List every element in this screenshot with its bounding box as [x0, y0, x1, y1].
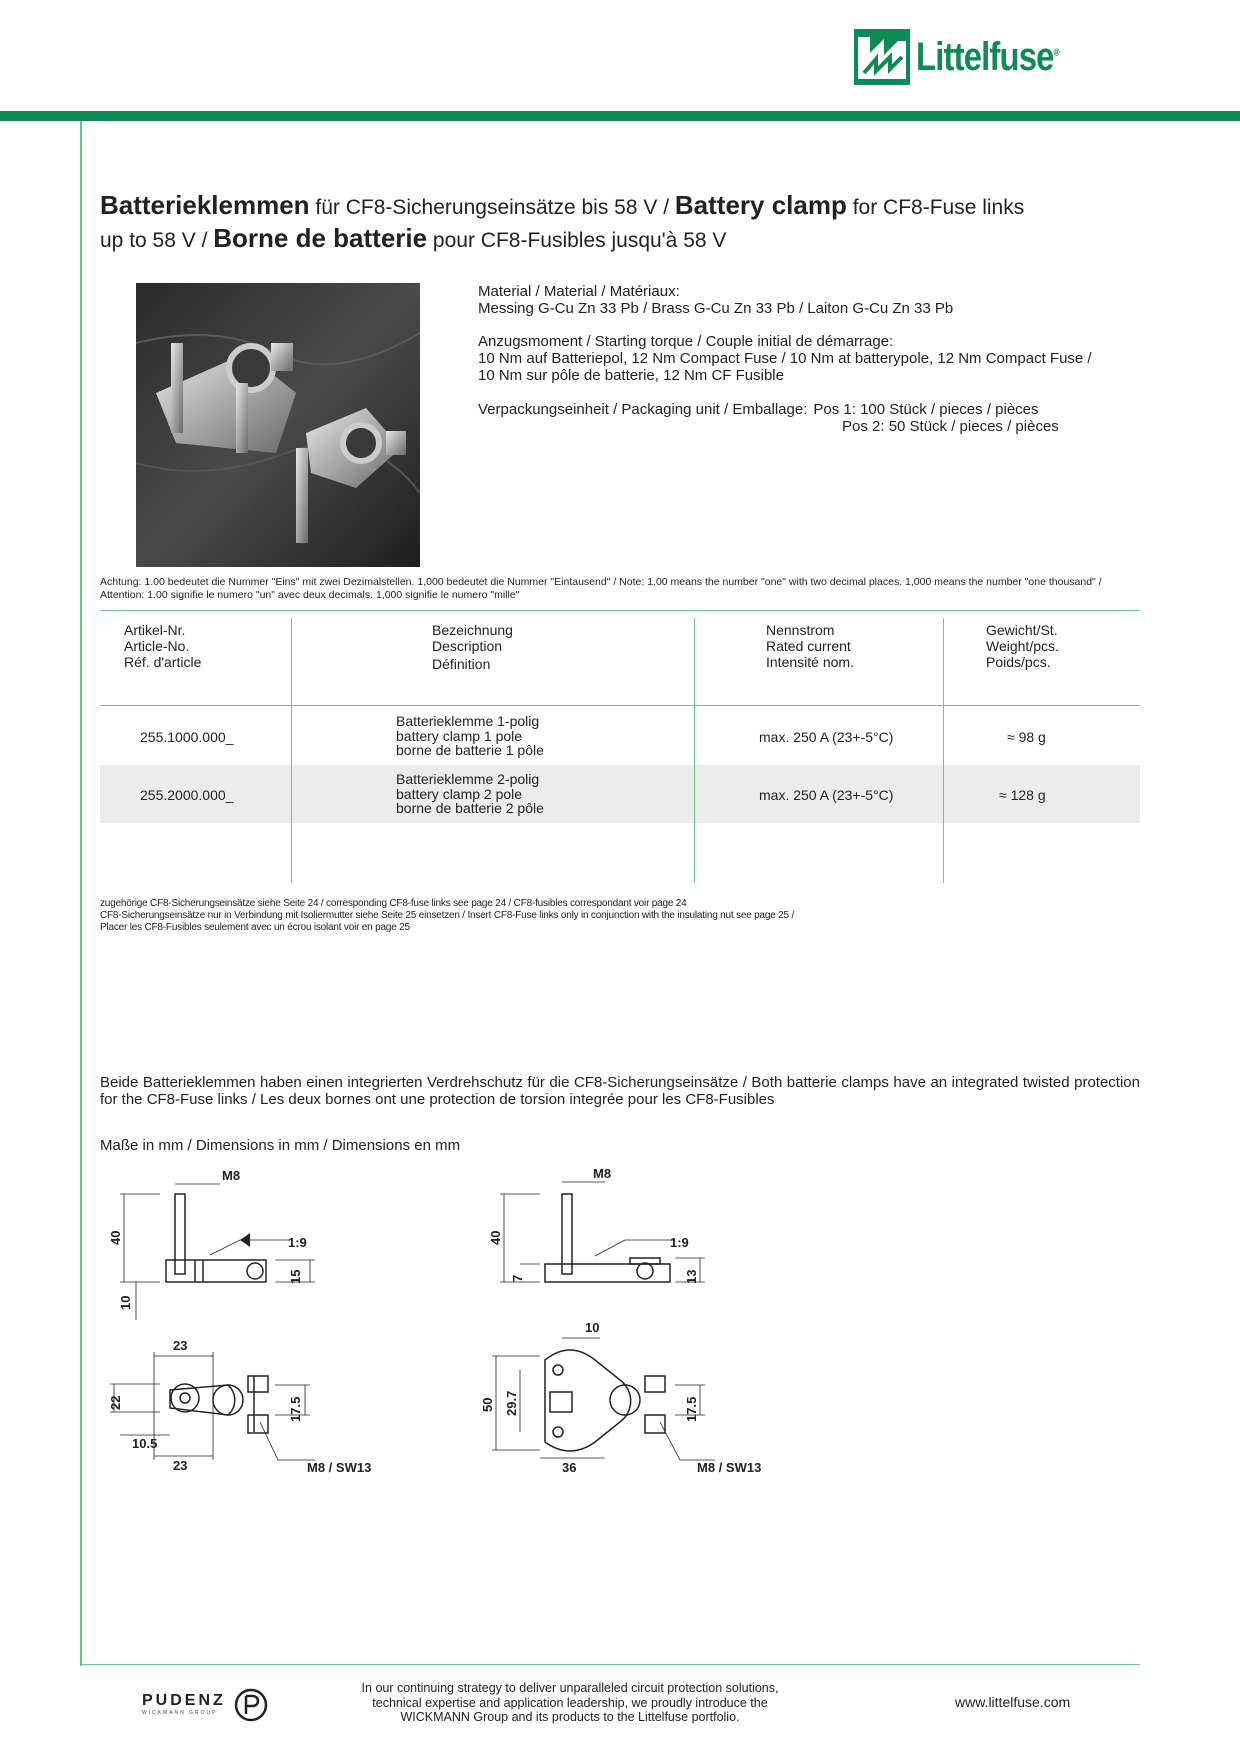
- dim-label: M8 / SW13: [307, 1460, 372, 1475]
- table-row-current: max. 250 A (23+-5°C): [759, 787, 894, 803]
- dim-label: 17.5: [684, 1396, 699, 1422]
- table-row-article: 255.1000.000_: [140, 729, 234, 745]
- table-row-shading: [100, 765, 1140, 823]
- dim-label: 1:9: [670, 1235, 689, 1250]
- footer-rule: [80, 1664, 1140, 1665]
- packaging-pos1: Pos 1: 100 Stück / pieces / pièces: [813, 401, 1039, 418]
- packaging-spec: [478, 401, 1078, 435]
- torque-line-2: 10 Nm sur pôle de batterie, 12 Nm CF Fusible: [478, 367, 784, 384]
- footnote: zugehörige CF8-Sicherungseinsätze siehe Seite 24 / corresponding CF8-fuse links see page 24 / CF8-fusibles correspondant voir page 24 CF8-Sicherungseinsätze nur in Verbindung mit Isoliermutter siehe Seite 25 einsetzen / Insert CF8-Fuse links only in conjunction with the insulating nut see page 25 / Placer les CF8-Fusibles seulement avec un écrou isolant voir en page 25: [100, 898, 795, 933]
- table-row-weight: ≈ 98 g: [1007, 729, 1046, 745]
- table-row-current: max. 250 A (23+-5°C): [759, 729, 894, 745]
- page-title: Batterieklemmen für CF8-Sicherungseinsätze bis 58 V / Battery clamp for CF8-Fuse links up to 58 V / Borne de batterie pour CF8-Fusibles jusqu'à 58 V: [100, 190, 1025, 253]
- dim-label: 40: [488, 1230, 503, 1245]
- table-row-description: Batterieklemme 1-polig battery clamp 1 pole borne de batterie 1 pôle: [396, 713, 544, 758]
- col-divider: [943, 618, 944, 883]
- dim-label: 23: [173, 1338, 188, 1353]
- littelfuse-logo: [854, 28, 1094, 86]
- product-table: [100, 610, 1140, 885]
- header-description: Bezeichnung Description Définition: [432, 622, 513, 672]
- header-bar: [0, 111, 1240, 121]
- dim-label: M8: [593, 1166, 612, 1181]
- table-header-rule: [100, 705, 1140, 706]
- torque-spec: [478, 333, 1092, 384]
- dim-label: 10: [118, 1295, 133, 1310]
- dim-label: 10: [585, 1320, 600, 1335]
- website-link[interactable]: www.littelfuse.com: [955, 1694, 1071, 1710]
- decimal-note: Achtung: 1.00 bedeutet die Nummer "Eins" mit zwei Dezimalstellen. 1,000 bedeutet die Nummer "Eintausend" / Note: 1.00 means the number "one" with two decimal places. 1,000 means the number "one thousand" / Attention: 1.00 signifie le numero "un" avec deux decimals. 1,000 signifie le numero "mille": [100, 576, 1102, 601]
- dim-label: 23: [173, 1458, 188, 1473]
- material-spec: [478, 283, 953, 317]
- dimensions-title: Maße in mm / Dimensions in mm / Dimensions en mm: [100, 1137, 461, 1154]
- dim-label: 15: [288, 1269, 303, 1284]
- table-row-description: Batterieklemme 2-polig battery clamp 2 pole borne de batterie 2 pôle: [396, 771, 544, 816]
- col-divider: [694, 618, 695, 883]
- dim-label: 7: [510, 1274, 525, 1282]
- footer-statement: In our continuing strategy to deliver unparalleled circuit protection solutions, technical expertise and application leadership, we proudly introduce the WICKMANN Group and its products to the Littelfuse portfolio.: [361, 1681, 779, 1724]
- material-label: Material / Material / Matériaux:: [478, 283, 680, 300]
- dim-label: M8: [222, 1168, 241, 1183]
- brand-name: Littelfuse®: [916, 34, 1059, 79]
- dim-label: 10.5: [132, 1436, 158, 1451]
- dim-label: 50: [480, 1397, 495, 1412]
- dimension-drawings: [100, 1160, 800, 1490]
- dim-label: 36: [562, 1460, 577, 1475]
- table-row-article: 255.2000.000_: [140, 787, 234, 803]
- header-weight: Gewicht/St. Weight/pcs. Poids/pcs.: [986, 622, 1059, 670]
- product-description: Beide Batterieklemmen haben einen integrierten Verdrehschutz für die CF8-Sicherungseinsätze / Both batterie clamps have an integrated twisted protection for the CF8-Fuse links / Les deux bornes ont une protection de torsion integrée pour les CF8-Fusibles: [100, 1074, 1140, 1108]
- packaging-label: Verpackungseinheit / Packaging unit / Emballage:: [478, 401, 808, 418]
- dim-label: 29.7: [504, 1390, 519, 1416]
- pudenz-logo: PUDENZ WICKMANN GROUP: [140, 1680, 280, 1720]
- table-row-weight: ≈ 128 g: [999, 787, 1046, 803]
- table-top-rule: [100, 610, 1140, 611]
- dim-label: 13: [684, 1269, 699, 1284]
- torque-label: Anzugsmoment / Starting torque / Couple initial de démarrage:: [478, 333, 894, 350]
- dim-label: 1:9: [288, 1235, 307, 1250]
- dim-label: 40: [108, 1230, 123, 1245]
- torque-line-1: 10 Nm auf Batteriepol, 12 Nm Compact Fuse / 10 Nm at batterypole, 12 Nm Compact Fuse /: [478, 350, 1092, 367]
- dim-label: 17.5: [288, 1396, 303, 1422]
- material-value: Messing G-Cu Zn 33 Pb / Brass G-Cu Zn 33 Pb / Laiton G-Cu Zn 33 Pb: [478, 300, 954, 317]
- header-article: Artikel-Nr. Article-No. Réf. d'article: [124, 622, 202, 670]
- left-margin-rule: [80, 121, 82, 1666]
- packaging-pos2: Pos 2: 50 Stück / pieces / pièces: [842, 418, 1059, 435]
- dim-label: 22: [108, 1395, 123, 1410]
- pudenz-emblem-icon: [234, 1688, 268, 1722]
- product-photo: [136, 283, 420, 567]
- littelfuse-mark-icon: [854, 29, 910, 85]
- header-current: Nennstrom Rated current Intensité nom.: [766, 622, 854, 670]
- col-divider: [291, 618, 292, 883]
- dim-label: M8 / SW13: [697, 1460, 762, 1475]
